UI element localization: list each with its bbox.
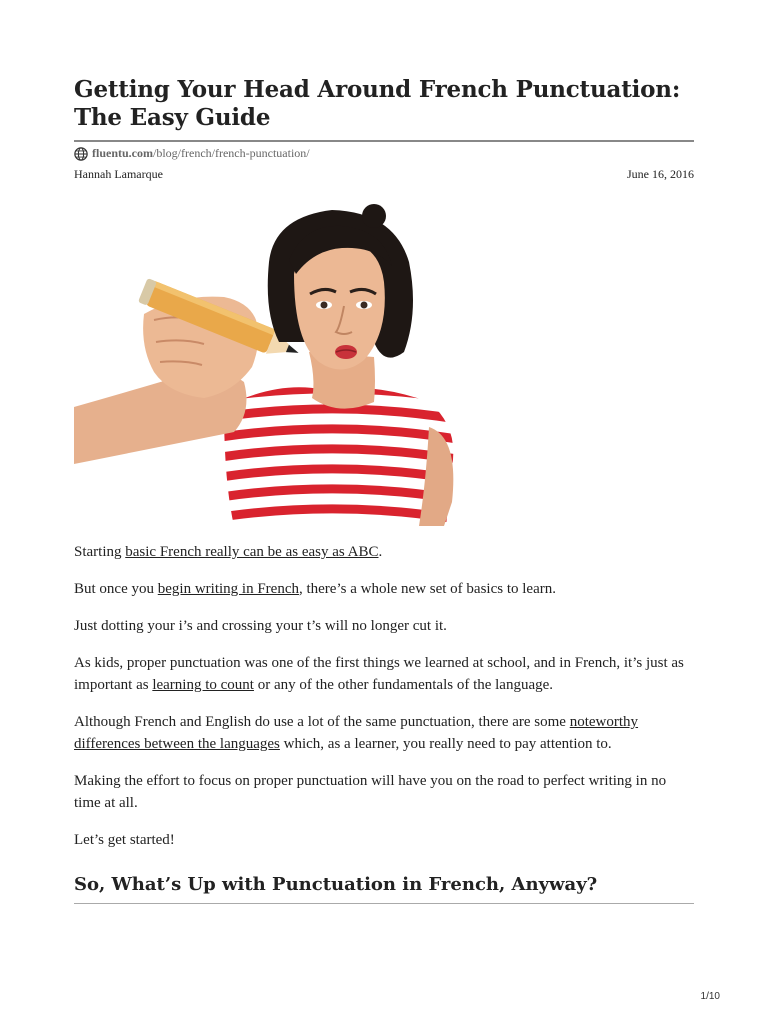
link-begin-writing[interactable]: begin writing in French bbox=[157, 581, 299, 597]
paragraph-1 bbox=[74, 541, 694, 563]
article bbox=[74, 76, 694, 904]
hero-image bbox=[74, 202, 546, 526]
link-learning-to-count[interactable]: learning to count bbox=[152, 677, 254, 693]
p1-text: Starting bbox=[74, 544, 126, 560]
article-title: Getting Your Head Around French Punctuation: The Easy Guide bbox=[74, 76, 681, 131]
source-domain[interactable]: fluentu.com bbox=[92, 146, 153, 160]
link-basic-french[interactable]: basic French really can be as easy as ABC bbox=[125, 544, 379, 560]
page-number: 1/10 bbox=[700, 991, 720, 1002]
p4-end: or any of the other fundamentals of the language. bbox=[253, 677, 554, 693]
byline bbox=[74, 167, 694, 182]
woman-with-pencil-illustration bbox=[74, 202, 546, 526]
source-path[interactable]: /blog/french/french-punctuation/ bbox=[153, 146, 310, 160]
p2-end: , there’s a whole new set of basics to learn. bbox=[298, 581, 556, 597]
source-line bbox=[74, 146, 694, 161]
p2-text: But once you bbox=[74, 581, 158, 597]
link-noteworthy-differences[interactable]: noteworthy differences between the languages bbox=[74, 714, 639, 752]
publish-date: June 16, 2016 bbox=[627, 167, 694, 181]
section-divider bbox=[74, 903, 694, 904]
p5-text: Although French and English do use a lot of the same punctuation, there are some bbox=[74, 714, 570, 730]
p5-end: which, as a learner, you really need to pay attention to. bbox=[279, 736, 612, 752]
paragraph-5 bbox=[74, 711, 694, 755]
title-divider bbox=[74, 140, 694, 142]
p4-text: As kids, proper punctuation was one of the first things we learned at school, and in French, it’s just as important as bbox=[74, 655, 684, 693]
paragraph-4 bbox=[74, 652, 694, 696]
paragraph-2 bbox=[74, 578, 694, 600]
globe-icon bbox=[74, 147, 88, 161]
section-heading: So, What’s Up with Punctuation in French, Anyway? bbox=[74, 874, 598, 895]
author-name: Hannah Lamarque bbox=[74, 167, 163, 181]
paragraph-7: Let’s get started! bbox=[74, 832, 175, 848]
paragraph-6: Making the effort to focus on proper punctuation will have you on the road to perfect writing in no time at all. bbox=[74, 773, 667, 811]
p1-end: . bbox=[378, 544, 383, 560]
paragraph-3: Just dotting your i’s and crossing your t’s will no longer cut it. bbox=[74, 618, 447, 634]
